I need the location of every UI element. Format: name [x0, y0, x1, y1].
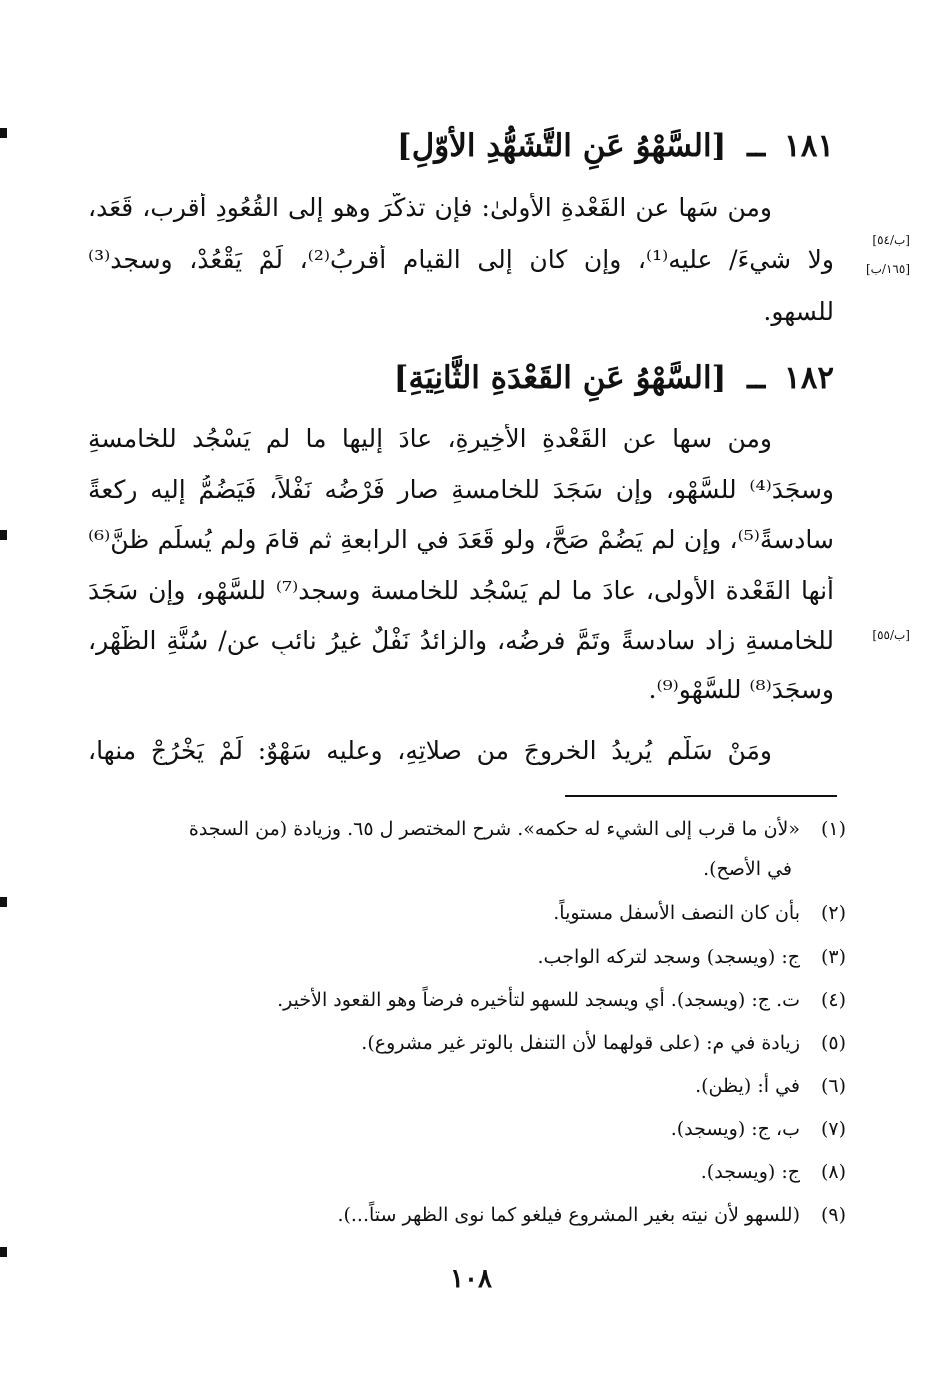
footnote-text: بأن كان النصف الأسفل مستوياً. [553, 902, 800, 924]
scan-edge-mark [0, 897, 7, 907]
margin-note: [١٦٥/ب] [865, 262, 910, 276]
footnote-number: (٨) [820, 1161, 846, 1183]
footnote-text: في أ: (يظن). [695, 1075, 800, 1097]
footnote-number: (٩) [820, 1204, 846, 1226]
scan-edge-mark [0, 128, 7, 138]
page-number: ١٠٨ [450, 1264, 492, 1294]
footnote-number: (٤) [820, 989, 846, 1011]
section-181-heading [397, 128, 834, 164]
footnote [60, 989, 846, 1011]
footnote-number: (٣) [820, 946, 846, 968]
margin-note: [ب/٥٤] [872, 233, 910, 247]
paragraph-line: وسجَدَ⁽⁸⁾ للسَّهْوِ⁽⁹⁾. [648, 675, 834, 704]
footnote [60, 1075, 846, 1097]
footnote [60, 902, 846, 924]
footnote [60, 1204, 846, 1226]
footnote [60, 1032, 846, 1054]
footnote [60, 818, 846, 840]
footnote [60, 1118, 846, 1140]
footnote-text: ج: (ويسجد). [700, 1161, 800, 1183]
paragraph-line: أنها القَعْدة الأولى، عادَ ما لم يَسْجُد للخامسة وسجد⁽⁷⁾ للسَّهْو، وإن سَجَدَ [88, 576, 834, 605]
footnote-number: (٦) [820, 1075, 846, 1097]
paragraph-line: ولا شيءَ/ عليه⁽¹⁾، وإن كان إلى القيام أقربُ⁽²⁾، لَمْ يَقْعُدْ، وسجد⁽³⁾ [88, 245, 834, 274]
paragraph-line: سادسةً⁽⁵⁾، وإن لم يَضُمْ صَحَّ، ولو قَعَدَ في الرابعةِ ثم قامَ ولم يُسلِّم ظنَّ⁽⁶⁾ [88, 525, 834, 554]
footnote-number: (٥) [820, 1032, 846, 1054]
footnote-continuation: في الأصح). [703, 858, 792, 880]
footnote-text: ت. ج: (ويسجد). أي ويسجد للسهو لتأخيره فرضاً وهو القعود الأخير. [277, 989, 800, 1011]
footnote-number: (١) [820, 818, 846, 840]
footnote-number: (٢) [820, 902, 846, 924]
footnote-text: ب، ج: (ويسجد). [670, 1118, 800, 1140]
paragraph-line: للسهو. [763, 297, 834, 326]
section-182-number: ١٨٢ [784, 360, 834, 396]
section-181-number: ١٨١ [784, 128, 834, 164]
footnote-text: «لأن ما قرب إلى الشيء له حكمه». شرح المختصر ل ٦٥. وزيادة (من السجدة [188, 818, 800, 840]
margin-note: [ب/٥٥] [872, 628, 910, 642]
footnote [60, 946, 846, 968]
section-182-heading [394, 360, 834, 396]
section-181-title: [السَّهْوُ عَنِ التَّشَهُّدِ الأوّلِ] [397, 128, 727, 164]
paragraph-line: ومن سَها عن القَعْدةِ الأولىٰ: فإن تذكَّرَ وهو إلى القُعُودِ أقرب، قَعَد، [88, 193, 772, 222]
section-182-title: [السَّهْوُ عَنِ القَعْدَةِ الثَّانِيَةِ] [393, 360, 727, 396]
footnote-rule [565, 795, 837, 797]
scan-edge-mark [0, 530, 7, 540]
paragraph-line: للخامسةِ زاد سادسةً وتَمَّ فرضُه، والزائدُ نَفْلٌ غيرُ نائبٍ عن/ سُنَّةِ الظُّهْرِ، [88, 626, 834, 655]
section-181-dash: ــ [747, 128, 766, 164]
paragraph-line: ومَنْ سَلَّم يُريدُ الخروجَ من صلاتِهِ، وعليه سَهْوٌ: لَمْ يَخْرُجْ منها، [88, 736, 772, 765]
paragraph-line: وسجَدَ⁽⁴⁾ للسَّهْو، وإن سَجَدَ للخامسةِ صار فَرْضُه نَفْلاً، فَيَضُمُّ إليه ركعةً [88, 475, 834, 504]
scan-edge-mark [0, 1247, 7, 1257]
paragraph-line: ومن سها عن القَعْدةِ الأخِيرةِ، عادَ إليها ما لم يَسْجُد للخامسةِ [88, 424, 772, 453]
section-182-dash: ــ [747, 360, 766, 396]
footnote-text: زيادة في م: (على قولهما لأن التنفل بالوتر غير مشروع). [361, 1032, 800, 1054]
footnote-text: ج: (ويسجد) وسجد لتركه الواجب. [537, 946, 800, 968]
footnote-number: (٧) [820, 1118, 846, 1140]
footnote [60, 1161, 846, 1183]
footnote-text: (للسهو لأن نيته بغير المشروع فيلغو كما نوى الظهر ستاً...). [337, 1204, 800, 1226]
